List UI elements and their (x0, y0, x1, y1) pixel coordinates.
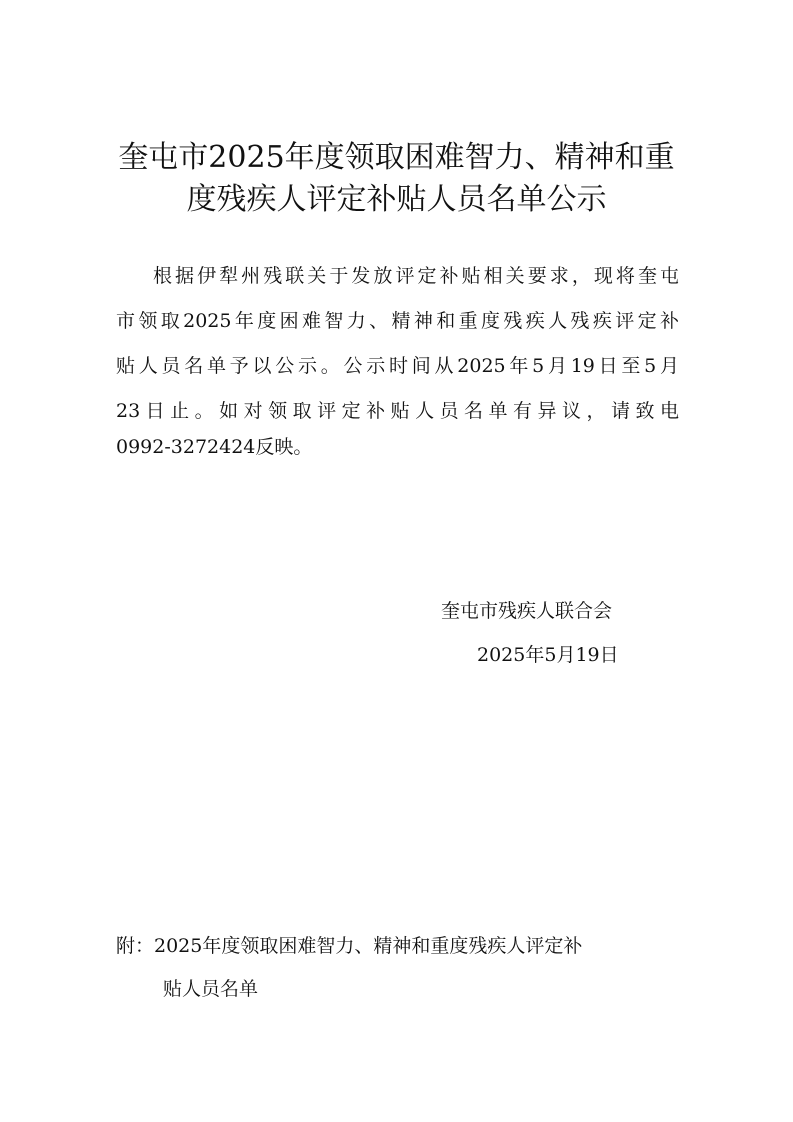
document-title-line-1: 奎屯市2025年度领取困难智力、精神和重 (118, 140, 675, 175)
body-line-5: 0992-3272424反映。 (116, 436, 313, 458)
attachment-line-2: 贴人员名单 (163, 978, 259, 1000)
attachment-line-1: 附：2025年度领取困难智力、精神和重度残疾人评定补 (116, 935, 583, 957)
body-line-3: 贴人员名单予以公示。公示时间从2025年5月19日至5月 (116, 355, 679, 377)
signature-date: 2025年5月19日 (477, 644, 619, 666)
document-title-line-2: 度残疾人评定补贴人员名单公示 (186, 182, 607, 217)
signature-organization: 奎屯市残疾人联合会 (441, 600, 613, 622)
body-line-2: 市领取2025年度困难智力、精神和重度残疾人残疾评定补 (116, 310, 679, 332)
body-line-1: 根据伊犁州残联关于发放评定补贴相关要求，现将奎屯 (153, 265, 679, 287)
body-line-4: 23日止。如对领取评定补贴人员名单有异议，请致电 (116, 400, 679, 422)
